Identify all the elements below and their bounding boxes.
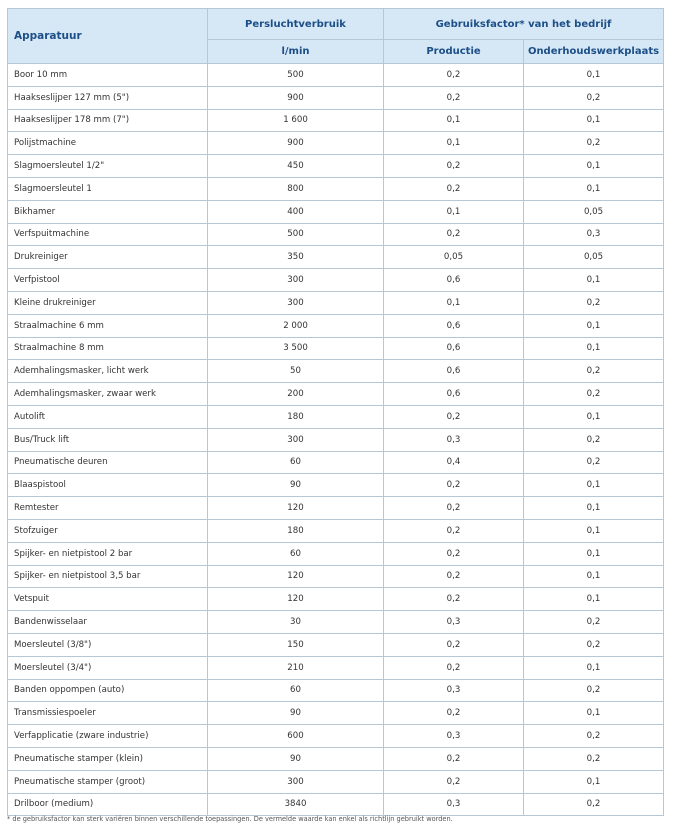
table-row xyxy=(8,109,664,132)
header-productie: Productie xyxy=(384,40,524,64)
cell-verbruik: 400 xyxy=(208,200,384,223)
table-row xyxy=(8,155,664,178)
cell-verbruik: 150 xyxy=(208,633,384,656)
cell-productie: 0,2 xyxy=(384,519,524,542)
header-gebruiksfactor: Gebruiksfactor* van het bedrijf xyxy=(384,9,664,40)
cell-onderhoud: 0,1 xyxy=(524,314,664,337)
cell-verbruik: 300 xyxy=(208,291,384,314)
cell-apparatuur: Stofzuiger xyxy=(8,519,208,542)
cell-apparatuur: Transmissiespoeler xyxy=(8,702,208,725)
cell-verbruik: 50 xyxy=(208,360,384,383)
cell-apparatuur: Spijker- en nietpistool 3,5 bar xyxy=(8,565,208,588)
cell-verbruik: 120 xyxy=(208,565,384,588)
cell-onderhoud: 0,2 xyxy=(524,132,664,155)
cell-onderhoud: 0,2 xyxy=(524,291,664,314)
cell-apparatuur: Slagmoersleutel 1/2" xyxy=(8,155,208,178)
cell-onderhoud: 0,2 xyxy=(524,360,664,383)
cell-apparatuur: Ademhalingsmasker, zwaar werk xyxy=(8,383,208,406)
table-row xyxy=(8,565,664,588)
table-row xyxy=(8,633,664,656)
cell-verbruik: 120 xyxy=(208,588,384,611)
table-row xyxy=(8,291,664,314)
cell-verbruik: 90 xyxy=(208,702,384,725)
cell-productie: 0,6 xyxy=(384,337,524,360)
cell-verbruik: 500 xyxy=(208,223,384,246)
table-body xyxy=(8,64,664,816)
cell-apparatuur: Autolift xyxy=(8,405,208,428)
cell-verbruik: 90 xyxy=(208,474,384,497)
cell-onderhoud: 0,1 xyxy=(524,656,664,679)
cell-apparatuur: Straalmachine 6 mm xyxy=(8,314,208,337)
table-row xyxy=(8,405,664,428)
cell-onderhoud: 0,2 xyxy=(524,611,664,634)
cell-apparatuur: Haakseslijper 178 mm (7") xyxy=(8,109,208,132)
cell-productie: 0,2 xyxy=(384,633,524,656)
cell-apparatuur: Drilboor (medium) xyxy=(8,793,208,816)
cell-onderhoud: 0,1 xyxy=(524,177,664,200)
cell-onderhoud: 0,2 xyxy=(524,679,664,702)
cell-productie: 0,2 xyxy=(384,565,524,588)
cell-onderhoud: 0,2 xyxy=(524,428,664,451)
table-row xyxy=(8,656,664,679)
cell-onderhoud: 0,2 xyxy=(524,747,664,770)
cell-onderhoud: 0,1 xyxy=(524,702,664,725)
table-row xyxy=(8,474,664,497)
table-row xyxy=(8,269,664,292)
cell-productie: 0,3 xyxy=(384,428,524,451)
table-row xyxy=(8,542,664,565)
cell-apparatuur: Bikhamer xyxy=(8,200,208,223)
cell-apparatuur: Straalmachine 8 mm xyxy=(8,337,208,360)
cell-verbruik: 60 xyxy=(208,542,384,565)
cell-onderhoud: 0,1 xyxy=(524,542,664,565)
air-consumption-table xyxy=(7,8,664,816)
cell-onderhoud: 0,1 xyxy=(524,155,664,178)
table-row xyxy=(8,132,664,155)
cell-apparatuur: Spijker- en nietpistool 2 bar xyxy=(8,542,208,565)
cell-onderhoud: 0,05 xyxy=(524,246,664,269)
table-row xyxy=(8,428,664,451)
cell-verbruik: 200 xyxy=(208,383,384,406)
cell-verbruik: 60 xyxy=(208,451,384,474)
table-row xyxy=(8,793,664,816)
cell-apparatuur: Polijstmachine xyxy=(8,132,208,155)
cell-onderhoud: 0,2 xyxy=(524,793,664,816)
cell-onderhoud: 0,1 xyxy=(524,519,664,542)
cell-apparatuur: Remtester xyxy=(8,497,208,520)
cell-apparatuur: Banden oppompen (auto) xyxy=(8,679,208,702)
cell-productie: 0,2 xyxy=(384,542,524,565)
cell-onderhoud: 0,2 xyxy=(524,86,664,109)
cell-onderhoud: 0,05 xyxy=(524,200,664,223)
table-wrapper xyxy=(7,8,663,816)
cell-productie: 0,1 xyxy=(384,132,524,155)
table-row xyxy=(8,451,664,474)
cell-apparatuur: Drukreiniger xyxy=(8,246,208,269)
cell-productie: 0,2 xyxy=(384,405,524,428)
table-row xyxy=(8,747,664,770)
cell-productie: 0,6 xyxy=(384,360,524,383)
cell-apparatuur: Verfapplicatie (zware industrie) xyxy=(8,725,208,748)
cell-productie: 0,2 xyxy=(384,86,524,109)
cell-productie: 0,2 xyxy=(384,64,524,87)
cell-verbruik: 800 xyxy=(208,177,384,200)
cell-verbruik: 350 xyxy=(208,246,384,269)
table-row xyxy=(8,725,664,748)
cell-productie: 0,2 xyxy=(384,223,524,246)
header-unit: l/min xyxy=(208,40,384,64)
cell-apparatuur: Bus/Truck lift xyxy=(8,428,208,451)
cell-apparatuur: Vetspuit xyxy=(8,588,208,611)
cell-onderhoud: 0,1 xyxy=(524,565,664,588)
cell-verbruik: 3 500 xyxy=(208,337,384,360)
table-row xyxy=(8,223,664,246)
cell-productie: 0,1 xyxy=(384,109,524,132)
cell-onderhoud: 0,1 xyxy=(524,64,664,87)
cell-verbruik: 30 xyxy=(208,611,384,634)
header-persluchtverbruik: Persluchtverbruik xyxy=(208,9,384,40)
cell-verbruik: 2 000 xyxy=(208,314,384,337)
cell-productie: 0,3 xyxy=(384,725,524,748)
table-row xyxy=(8,314,664,337)
cell-verbruik: 180 xyxy=(208,405,384,428)
cell-apparatuur: Haakseslijper 127 mm (5") xyxy=(8,86,208,109)
cell-onderhoud: 0,1 xyxy=(524,588,664,611)
cell-productie: 0,3 xyxy=(384,793,524,816)
table-row xyxy=(8,200,664,223)
cell-productie: 0,6 xyxy=(384,269,524,292)
cell-productie: 0,2 xyxy=(384,155,524,178)
table-row xyxy=(8,360,664,383)
cell-verbruik: 3840 xyxy=(208,793,384,816)
cell-verbruik: 900 xyxy=(208,132,384,155)
cell-apparatuur: Pneumatische stamper (klein) xyxy=(8,747,208,770)
cell-verbruik: 450 xyxy=(208,155,384,178)
cell-onderhoud: 0,2 xyxy=(524,725,664,748)
cell-apparatuur: Boor 10 mm xyxy=(8,64,208,87)
cell-verbruik: 1 600 xyxy=(208,109,384,132)
cell-productie: 0,3 xyxy=(384,611,524,634)
cell-onderhoud: 0,1 xyxy=(524,109,664,132)
cell-productie: 0,2 xyxy=(384,770,524,793)
cell-onderhoud: 0,2 xyxy=(524,633,664,656)
cell-productie: 0,2 xyxy=(384,177,524,200)
cell-productie: 0,2 xyxy=(384,747,524,770)
cell-productie: 0,1 xyxy=(384,291,524,314)
cell-apparatuur: Pneumatische stamper (groot) xyxy=(8,770,208,793)
cell-productie: 0,1 xyxy=(384,200,524,223)
cell-productie: 0,2 xyxy=(384,497,524,520)
cell-productie: 0,2 xyxy=(384,474,524,497)
table-row xyxy=(8,86,664,109)
table-row xyxy=(8,588,664,611)
cell-apparatuur: Verfpistool xyxy=(8,269,208,292)
header-onderhoud: Onderhoudswerkplaats xyxy=(524,40,664,64)
cell-verbruik: 120 xyxy=(208,497,384,520)
cell-onderhoud: 0,2 xyxy=(524,383,664,406)
cell-apparatuur: Moersleutel (3/4") xyxy=(8,656,208,679)
cell-productie: 0,2 xyxy=(384,656,524,679)
table-row xyxy=(8,383,664,406)
cell-verbruik: 500 xyxy=(208,64,384,87)
cell-onderhoud: 0,1 xyxy=(524,405,664,428)
cell-onderhoud: 0,3 xyxy=(524,223,664,246)
cell-apparatuur: Kleine drukreiniger xyxy=(8,291,208,314)
cell-apparatuur: Bandenwisselaar xyxy=(8,611,208,634)
table-row xyxy=(8,679,664,702)
table-row xyxy=(8,497,664,520)
cell-verbruik: 300 xyxy=(208,770,384,793)
cell-apparatuur: Verfspuitmachine xyxy=(8,223,208,246)
cell-verbruik: 90 xyxy=(208,747,384,770)
cell-productie: 0,4 xyxy=(384,451,524,474)
cell-productie: 0,2 xyxy=(384,702,524,725)
header-apparatuur: Apparatuur xyxy=(8,9,208,64)
table-row xyxy=(8,64,664,87)
cell-apparatuur: Ademhalingsmasker, licht werk xyxy=(8,360,208,383)
table-row xyxy=(8,246,664,269)
cell-verbruik: 60 xyxy=(208,679,384,702)
cell-onderhoud: 0,1 xyxy=(524,770,664,793)
cell-onderhoud: 0,1 xyxy=(524,497,664,520)
table-row xyxy=(8,519,664,542)
footnote: * de gebruiksfactor kan sterk variëren binnen verschillende toepassingen. De vermelde waarde kan enkel als richtlijn gebruikt worden. xyxy=(7,815,453,823)
cell-verbruik: 300 xyxy=(208,269,384,292)
cell-apparatuur: Pneumatische deuren xyxy=(8,451,208,474)
cell-apparatuur: Slagmoersleutel 1 xyxy=(8,177,208,200)
cell-onderhoud: 0,1 xyxy=(524,337,664,360)
cell-verbruik: 210 xyxy=(208,656,384,679)
table-row xyxy=(8,611,664,634)
cell-onderhoud: 0,1 xyxy=(524,269,664,292)
cell-apparatuur: Moersleutel (3/8") xyxy=(8,633,208,656)
cell-onderhoud: 0,2 xyxy=(524,451,664,474)
cell-productie: 0,6 xyxy=(384,383,524,406)
cell-verbruik: 600 xyxy=(208,725,384,748)
table-row xyxy=(8,770,664,793)
cell-verbruik: 180 xyxy=(208,519,384,542)
cell-verbruik: 300 xyxy=(208,428,384,451)
cell-productie: 0,3 xyxy=(384,679,524,702)
cell-productie: 0,2 xyxy=(384,588,524,611)
table-row xyxy=(8,177,664,200)
cell-productie: 0,6 xyxy=(384,314,524,337)
cell-apparatuur: Blaaspistool xyxy=(8,474,208,497)
cell-productie: 0,05 xyxy=(384,246,524,269)
table-row xyxy=(8,702,664,725)
cell-verbruik: 900 xyxy=(208,86,384,109)
cell-onderhoud: 0,1 xyxy=(524,474,664,497)
table-row xyxy=(8,337,664,360)
